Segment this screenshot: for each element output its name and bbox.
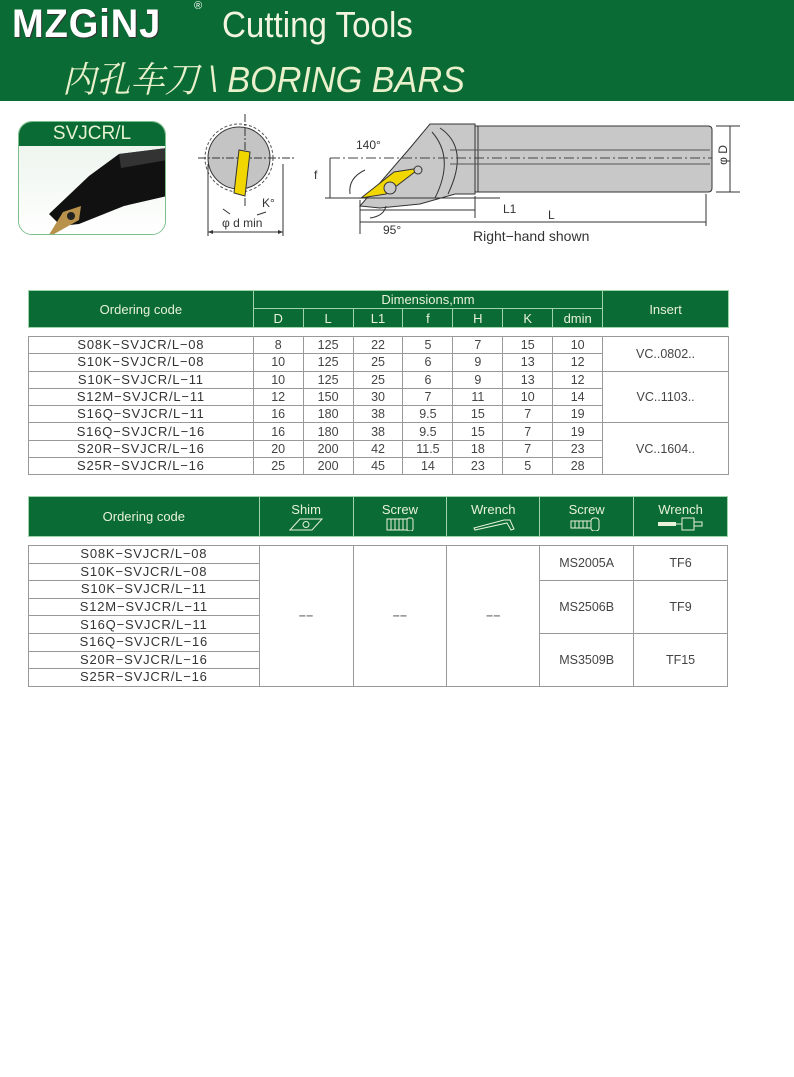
screw2-cell: MS2506B <box>540 581 634 634</box>
header-d: D <box>253 309 303 328</box>
table-row: S20R−SVJCR/L−16 <box>29 651 728 669</box>
spare-parts-table <box>28 496 728 687</box>
right-hand-caption: Right−hand shown <box>473 228 590 244</box>
f-label: f <box>314 168 318 182</box>
shim-cell: −− <box>259 546 353 687</box>
table-row: S08K−SVJCR/L−08 8 125 22 5 7 15 10 VC..0802.. <box>29 337 729 354</box>
side-view-diagram <box>314 118 750 253</box>
screw-icon <box>567 517 607 531</box>
insert-cell: VC..1604.. <box>603 423 729 475</box>
table-row: S10K−SVJCR/L−11 10 125 25 6 9 13 12 VC..1103.. <box>29 371 729 388</box>
table-row: S10K−SVJCR/L−08 <box>29 563 728 581</box>
dmin-label: φ d min <box>222 216 263 230</box>
d-label: φ D <box>715 145 730 165</box>
boring-bar-photo-icon <box>19 146 166 235</box>
angle-95-label: 95° <box>383 223 402 237</box>
product-card <box>18 121 166 235</box>
dimensions-table <box>28 290 729 475</box>
header-screw-2: Screw <box>540 497 634 537</box>
screw2-cell: MS3509B <box>540 633 634 686</box>
table-row: S12M−SVJCR/L−11 <box>29 598 728 616</box>
screw1-cell: −− <box>353 546 447 687</box>
wrench2-cell: TF15 <box>634 633 728 686</box>
insert-cell: VC..0802.. <box>603 337 729 372</box>
brand-logo: MZGiNJ <box>12 2 162 46</box>
shim-icon <box>286 517 326 531</box>
table-row: S10K−SVJCR/L−08 10 125 25 6 9 13 12 <box>29 354 729 371</box>
end-view-diagram <box>198 114 298 244</box>
table-row: S10K−SVJCR/L−11 MS2506B TF9 <box>29 581 728 599</box>
table-row: S08K−SVJCR/L−08 −− −− −− MS2005A TF6 <box>29 546 728 564</box>
torx-wrench-icon <box>656 517 706 531</box>
registered-mark: ® <box>194 0 203 12</box>
table-row: S20R−SVJCR/L−16 20 200 42 11.5 18 7 23 <box>29 440 729 457</box>
table-row: S16Q−SVJCR/L−11 <box>29 616 728 634</box>
header-dimensions: Dimensions,mm <box>253 291 602 309</box>
wrench2-cell: TF6 <box>634 546 728 581</box>
table-row: S16Q−SVJCR/L−16 16 180 38 9.5 15 7 19 VC..1604.. <box>29 423 729 440</box>
kappa-label: K° <box>262 196 275 210</box>
header-f: f <box>403 309 453 328</box>
insert-cell: VC..1103.. <box>603 371 729 423</box>
screw-icon <box>383 517 417 531</box>
header-banner <box>0 0 794 101</box>
header-l1: L1 <box>353 309 403 328</box>
page-title: 内孔车刀 \ BORING BARS <box>62 59 465 100</box>
table-row: S16Q−SVJCR/L−11 16 180 38 9.5 15 7 19 <box>29 406 729 423</box>
header-shim: Shim <box>259 497 353 537</box>
angle-140-label: 140° <box>356 138 381 152</box>
screw2-cell: MS2005A <box>540 546 634 581</box>
table-row: S16Q−SVJCR/L−16 MS3509B TF15 <box>29 633 728 651</box>
header-ordering-code: Ordering code <box>29 291 254 328</box>
header-wrench-1: Wrench <box>447 497 540 537</box>
header-dmin: dmin <box>553 309 603 328</box>
wrench2-cell: TF9 <box>634 581 728 634</box>
product-label: SVJCR/L <box>19 122 165 146</box>
hex-wrench-icon <box>470 517 516 531</box>
wrench1-cell: −− <box>447 546 540 687</box>
header-insert: Insert <box>603 291 729 328</box>
l-label: L <box>548 208 555 222</box>
header-l: L <box>303 309 353 328</box>
header-ordering-code: Ordering code <box>29 497 260 537</box>
header-k: K <box>503 309 553 328</box>
table-row: S12M−SVJCR/L−11 12 150 30 7 11 10 14 <box>29 388 729 405</box>
header-h: H <box>453 309 503 328</box>
header-wrench-2: Wrench <box>634 497 728 537</box>
header-screw-1: Screw <box>353 497 447 537</box>
brand-subtitle: Cutting Tools <box>222 4 413 45</box>
l1-label: L1 <box>503 202 517 216</box>
table-row: S25R−SVJCR/L−16 <box>29 669 728 687</box>
table-row: S25R−SVJCR/L−16 25 200 45 14 23 5 28 <box>29 458 729 475</box>
